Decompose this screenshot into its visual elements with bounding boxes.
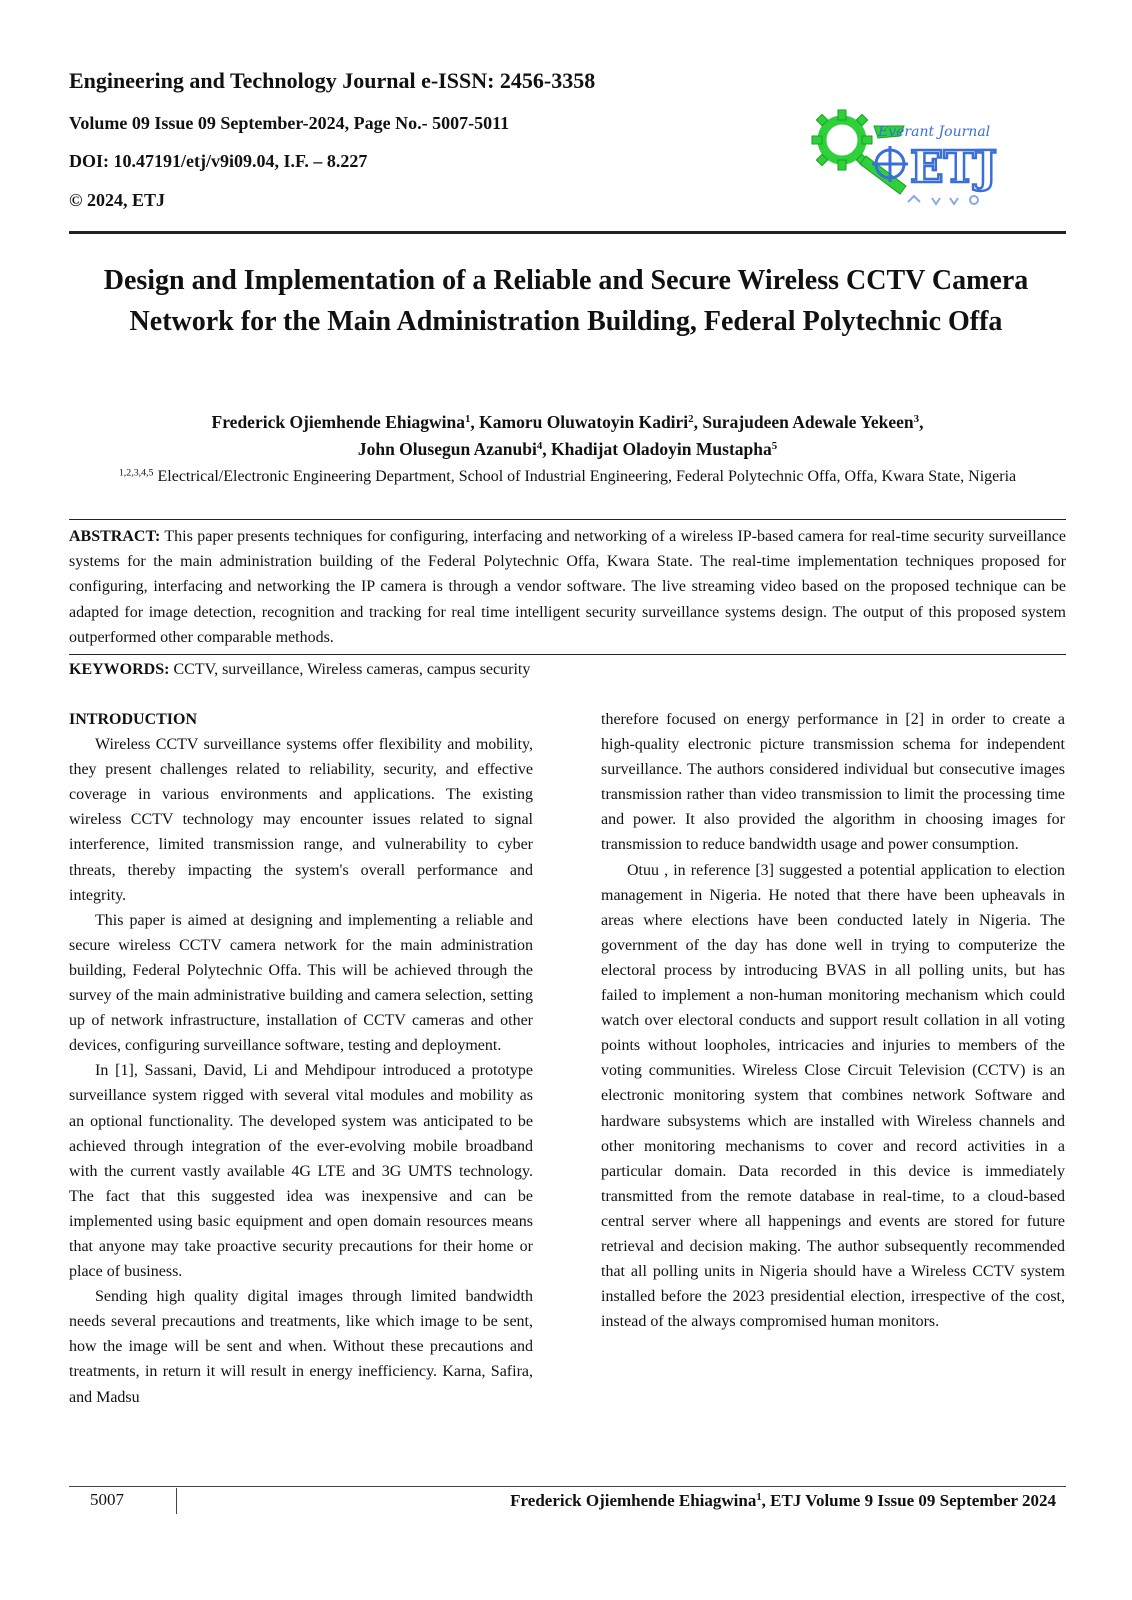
author-affiliation-mark: 1 [464, 413, 471, 426]
page-number: 5007 [90, 1490, 124, 1509]
section-heading-introduction: INTRODUCTION [69, 711, 198, 728]
body-paragraph: Sending high quality digital images through limited bandwidth needs several precautions and treatments, like which image to be sent, how the image will be sent and when. Without these precautions and treatments, in return it will result in energy inefficiency. Karna, Safira, and Madsu [69, 1288, 533, 1406]
footer-rule [69, 1486, 1066, 1487]
footer-author: Frederick Ojiemhende Ehiagwina [510, 1491, 757, 1510]
author-affiliation-mark: 3 [913, 413, 920, 426]
paper-title: Design and Implementation of a Reliable and Secure Wireless CCTV Camera Network for the Main Administration Building, Federal Polytechnic Offa [103, 265, 1029, 337]
logo-text-main: ETJ [910, 142, 998, 193]
abstract-rule-bottom [69, 654, 1066, 655]
abstract-rule-top [69, 519, 1066, 520]
keywords-label: KEYWORDS: [69, 661, 170, 678]
author-name: Kamoru Oluwatoyin Kadiri [479, 412, 689, 432]
journal-name: Engineering and Technology Journal e-ISSN: 2456-3358 [69, 68, 596, 93]
author-name: Frederick Ojiemhende Ehiagwina [211, 412, 465, 432]
abstract-text: This paper presents techniques for configuring, interfacing and networking of a wireless IP-based camera for real-time security surveillance systems for the main administration building of the Federal Polytechnic Offa, Kwara State. The real-time implementation techniques proposed for configuring, interfacing and networking the IP camera is through a vendor software. The live streaming video based on the proposed technique can be adapted for image detection, recognition and tracking for real time intelligent security surveillance systems design. The output of this proposed system outperformed other comparable methods. [69, 528, 1066, 646]
keywords [69, 659, 1066, 681]
volume-info: Volume 09 Issue 09 September-2024, Page No.- 5007-5011 [69, 113, 510, 133]
author-name: Khadijat Oladoyin Mustapha [550, 439, 772, 459]
affiliation [69, 464, 1066, 489]
footer-citation: , ETJ Volume 9 Issue 09 September 2024 [761, 1491, 1056, 1510]
author-affiliation-mark: 4 [536, 440, 543, 453]
column-right [601, 707, 1065, 1334]
body-paragraph: Wireless CCTV surveillance systems offer flexibility and mobility, they present challenges related to reliability, security, and effective coverage in various environments and applications. The existing wireless CCTV technology may encounter issues related to signal interference, limited transmission range, and vulnerability to cyber threats, thereby impacting the system's overall performance and integrity. [69, 736, 533, 904]
body-paragraph: In [1], Sassani, David, Li and Mehdipour introduced a prototype surveillance system rigged with several vital modules and mobility as an optional functionality. The developed system was anticipated to be achieved through integration of the ever-evolving mobile broadband with the current vastly available 4G LTE and 3G UMTS technology. The fact that this suggested idea was inexpensive and can be implemented using basic equipment and open domain resources means that anyone may take proactive security precautions for their home or place of business. [69, 1062, 533, 1281]
doi-info: DOI: 10.47191/etj/v9i09.04, I.F. – 8.227 [69, 151, 368, 171]
running-footer [510, 1491, 1056, 1511]
author-name: Surajudeen Adewale Yekeen [702, 412, 914, 432]
column-left [69, 707, 533, 1410]
keywords-text: CCTV, surveillance, Wireless cameras, campus security [169, 661, 531, 678]
body-paragraph: This paper is aimed at designing and implementing a reliable and secure wireless CCTV camera network for the main administration building, Federal Polytechnic Offa. This will be achieved through the survey of the main administrative building and camera selection, setting up of network infrastructure, installation of CCTV cameras and other devices, configuring surveillance software, testing and deployment. [69, 911, 533, 1055]
copyright: © 2024, ETJ [69, 190, 165, 210]
author-affiliation-mark: 5 [771, 440, 778, 453]
etj-logo [808, 106, 1020, 214]
footer-author-mark: 1 [756, 1492, 762, 1504]
header-rule [69, 231, 1066, 234]
affiliation-mark: 1,2,3,4,5 [118, 467, 154, 479]
footer-divider [176, 1488, 177, 1514]
abstract-label: ABSTRACT: [69, 528, 161, 545]
author-affiliation-mark: 2 [688, 413, 694, 426]
logo-graphic [808, 106, 1020, 214]
logo-text-top: Everant Journal [878, 124, 991, 140]
body-paragraph: therefore focused on energy performance in [2] in order to create a high-quality electronic picture transmission schema for independent surveillance. The authors considered individual but consecutive images transmission rather than video transmission to limit the processing time and power. It also provided the algorithm in choosing images for transmission to reduce bandwidth usage and power consumption. [601, 711, 1065, 854]
author-list: Frederick Ojiemhende Ehiagwina$^1$, Kamoru Oluwatoyin Kadiri$^2$, Surajudeen Adewale Yekeen$^3$, John Olusegun Azanubi$^4$, Khadijat Oladoyin Mustapha$^5$ [211, 412, 924, 459]
abstract [69, 524, 1066, 650]
body-paragraph: Otuu , in reference [3] suggested a potential application to election management in Nigeria. He noted that there have been upheavals in areas where elections have been conducted lately in Nigeria. The government of the day has done well in trying to computerize the electoral process by introducing BVAS in all polling units, but has failed to implement a non-human monitoring mechanism which could watch over electoral conducts and support result collation in all voting points without loopholes, intricacies and injuries to members of the voting communities. Wireless Close Circuit Television (CCTV) is an electronic monitoring system that combines network Software and hardware subsystems which are installed with Wireless channels and other monitoring mechanisms to cover and record activities in a particular domain. Data recorded in this device is immediately transmitted from the remote database in real-time, to a cloud-based central server where all happenings and events are stored for future retrieval and decision making. The author subsequently recommended that all polling units in Nigeria should have a Wireless CCTV system installed before the 2023 presidential election, irrespective of the cost, instead of the always compromised human monitors. [601, 861, 1065, 1331]
affiliation-text: Electrical/Electronic Engineering Department, School of Industrial Engineering, Federal Polytechnic Offa, Offa, Kwara State, Nigeria [153, 468, 1017, 485]
author-name: John Olusegun Azanubi [357, 439, 537, 459]
